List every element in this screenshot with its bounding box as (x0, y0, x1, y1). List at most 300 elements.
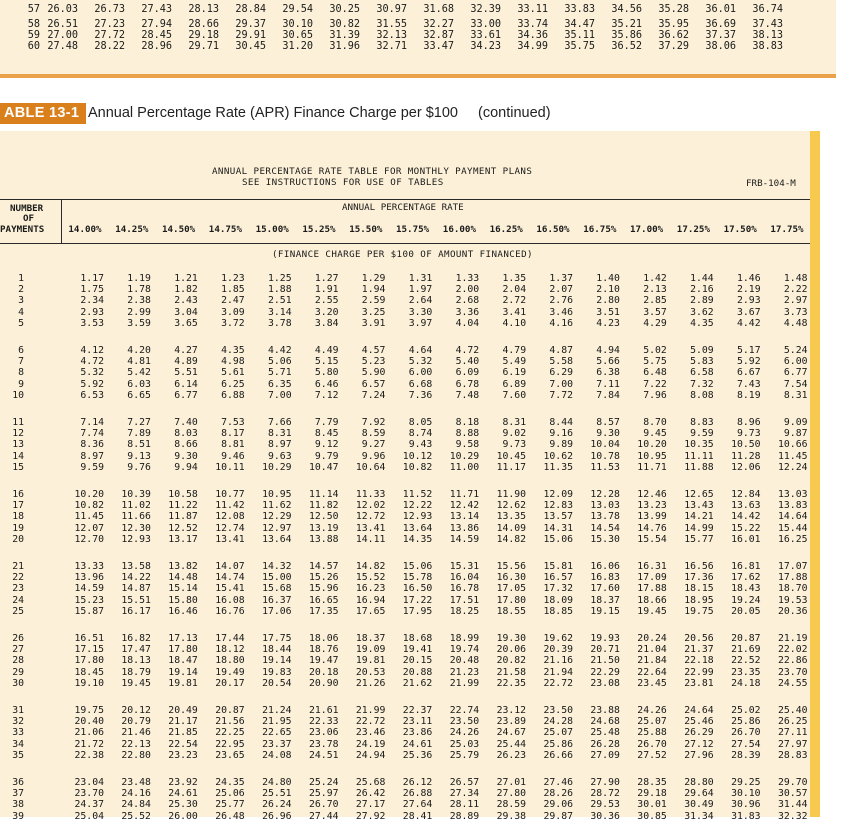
finance-charge-cell: 22.65 (262, 727, 292, 739)
finance-charge-cell: 11.45 (778, 450, 808, 462)
finance-charge-cell: 9.30 (174, 450, 198, 462)
previous-finance-charge-cell: 32.39 (470, 4, 501, 15)
finance-charge-cell: 20.90 (309, 677, 339, 689)
finance-charge-cell: 13.63 (731, 500, 761, 512)
rate-header: 14.75% (208, 224, 242, 235)
payment-number: 25 (12, 605, 24, 617)
finance-charge-cell: 20.71 (590, 644, 620, 656)
finance-charge-cell: 1.82 (174, 284, 198, 296)
previous-finance-charge-cell: 29.18 (188, 30, 219, 41)
of-header: OF (23, 213, 35, 224)
previous-finance-charge-cell: 29.37 (235, 19, 266, 30)
finance-charge-cell: 14.32 (262, 561, 292, 572)
finance-charge-cell: 9.27 (361, 439, 386, 451)
finance-charge-cell: 23.12 (496, 705, 527, 716)
finance-charge-cell: 12.42 (449, 500, 480, 512)
finance-charge-cell: 23.50 (449, 716, 480, 728)
finance-charge-cell: 17.51 (449, 594, 480, 606)
previous-finance-charge-cell: 27.23 (94, 19, 125, 30)
finance-charge-cell: 6.00 (783, 356, 808, 368)
previous-finance-charge-cell: 33.74 (517, 19, 548, 30)
form-code: FRB-104-M (746, 178, 796, 189)
finance-charge-cell: 26.70 (309, 799, 339, 811)
finance-charge-cell: 13.43 (684, 500, 714, 512)
finance-charge-cell: 3.20 (314, 306, 339, 318)
table-row (0, 417, 810, 428)
finance-charge-cell: 3.04 (174, 306, 198, 318)
finance-charge-cell: 7.14 (80, 417, 104, 428)
finance-charge-cell: 7.40 (174, 417, 198, 428)
finance-charge-cell: 4.16 (549, 317, 573, 329)
finance-charge-cell: 28.59 (496, 799, 527, 811)
finance-charge-cell: 16.04 (449, 572, 480, 584)
finance-charge-cell: 9.59 (80, 461, 104, 473)
finance-charge-cell: 15.14 (168, 583, 198, 595)
finance-charge-cell: 27.90 (590, 777, 620, 788)
previous-finance-charge-cell: 29.91 (235, 30, 266, 41)
finance-charge-cell: 22.18 (684, 655, 714, 667)
finance-charge-cell: 11.90 (496, 489, 527, 500)
finance-charge-cell: 24.51 (309, 749, 339, 761)
finance-charge-cell: 3.57 (643, 306, 667, 318)
finance-charge-cell: 13.86 (449, 522, 480, 534)
table-row (0, 799, 810, 810)
finance-charge-cell: 7.24 (361, 389, 386, 401)
finance-charge-cell: 23.70 (778, 666, 808, 678)
payment-number: 31 (12, 705, 24, 716)
finance-charge-cell: 2.80 (596, 295, 620, 307)
finance-charge-cell: 18.66 (637, 594, 667, 606)
previous-finance-charge-cell: 34.99 (517, 41, 548, 52)
finance-charge-cell: 20.12 (121, 705, 151, 716)
finance-charge-cell: 27.44 (309, 810, 339, 822)
payment-number: 37 (12, 788, 24, 800)
rate-header: 14.50% (161, 224, 196, 235)
finance-charge-cell: 15.52 (355, 572, 386, 584)
finance-charge-cell: 8.70 (643, 417, 667, 428)
finance-charge-cell: 3.25 (361, 306, 386, 318)
finance-charge-cell: 21.69 (731, 644, 761, 656)
finance-charge-cell: 23.70 (74, 788, 104, 800)
previous-finance-charge-cell: 31.68 (423, 4, 454, 15)
finance-charge-cell: 5.23 (361, 356, 386, 368)
finance-charge-cell: 6.48 (643, 367, 667, 379)
finance-charge-cell: 8.66 (174, 439, 198, 451)
finance-charge-cell: 20.36 (778, 605, 808, 617)
finance-charge-cell: 24.61 (402, 738, 433, 750)
finance-charge-cell: 2.68 (455, 295, 480, 307)
finance-charge-cell: 13.19 (309, 522, 339, 534)
finance-charge-cell: 14.82 (496, 533, 527, 545)
table-caption-continued: (continued) (477, 105, 551, 121)
previous-finance-charge-cell: 34.36 (517, 30, 548, 41)
finance-charge-cell: 21.04 (637, 644, 667, 656)
finance-charge-cell: 26.70 (731, 727, 761, 739)
finance-charge-cell: 24.37 (74, 799, 104, 811)
finance-charge-cell: 1.88 (268, 284, 292, 296)
finance-charge-cell: 26.00 (168, 810, 198, 822)
finance-charge-cell: 25.52 (121, 810, 151, 822)
table-subtitle: SEE INSTRUCTIONS FOR USE OF TABLES (242, 177, 444, 188)
finance-charge-cell: 10.35 (684, 439, 714, 451)
finance-charge-cell: 2.55 (314, 295, 339, 307)
finance-charge-cell: 17.22 (402, 594, 433, 606)
previous-finance-charge-cell: 26.51 (47, 19, 78, 30)
previous-finance-charge-cell: 31.20 (282, 41, 313, 52)
finance-charge-cell: 18.37 (355, 633, 386, 644)
finance-charge-cell: 4.42 (268, 345, 292, 356)
previous-finance-charge-cell: 32.87 (423, 30, 454, 41)
finance-charge-cell: 27.64 (402, 799, 433, 811)
finance-charge-cell: 18.12 (215, 644, 245, 656)
finance-charge-cell: 2.89 (690, 295, 714, 307)
finance-charge-cell: 9.30 (596, 428, 620, 440)
finance-charge-cell: 20.40 (74, 716, 104, 728)
payment-number: 1 (18, 273, 24, 284)
finance-charge-cell: 27.11 (778, 727, 808, 739)
finance-charge-cell: 5.61 (221, 367, 245, 379)
finance-charge-cell: 22.25 (215, 727, 245, 739)
table-row (0, 523, 810, 534)
finance-charge-cell: 17.75 (262, 633, 292, 644)
finance-charge-cell: 10.95 (262, 489, 292, 500)
finance-charge-cell: 11.52 (402, 489, 433, 500)
finance-charge-cell: 7.79 (314, 417, 339, 428)
finance-charge-cell: 17.09 (637, 572, 667, 584)
table-caption-title: Annual Percentage Rate (APR) Finance Charge per $100 (88, 105, 458, 121)
previous-finance-charge-cell: 35.95 (658, 19, 689, 30)
table-row (0, 644, 810, 655)
previous-finance-charge-cell: 28.84 (235, 4, 266, 15)
finance-charge-cell: 1.48 (783, 273, 808, 284)
finance-charge-cell: 22.99 (684, 666, 714, 678)
finance-charge-cell: 11.87 (168, 511, 198, 523)
finance-charge-cell: 3.73 (783, 306, 808, 318)
finance-charge-cell: 16.78 (449, 583, 480, 595)
finance-charge-cell: 24.64 (684, 705, 714, 716)
finance-charge-cell: 12.50 (309, 511, 339, 523)
finance-charge-cell: 23.11 (402, 716, 433, 728)
finance-charge-cell: 24.16 (121, 788, 151, 800)
finance-charge-cell: 25.46 (684, 716, 714, 728)
finance-charge-cell: 13.83 (778, 500, 808, 512)
finance-charge-cell: 27.09 (590, 749, 620, 761)
finance-charge-cell: 3.41 (502, 306, 527, 318)
finance-charge-cell: 11.88 (684, 461, 714, 473)
finance-charge-cell: 7.89 (127, 428, 151, 440)
finance-charge-cell: 12.65 (684, 489, 714, 500)
finance-charge-cell: 29.64 (684, 788, 714, 800)
finance-charge-cell: 30.01 (637, 799, 667, 811)
finance-charge-cell: 19.53 (778, 594, 808, 606)
finance-charge-cell: 2.34 (80, 295, 104, 307)
finance-charge-cell: 20.87 (215, 705, 245, 716)
finance-charge-cell: 24.18 (731, 677, 761, 689)
finance-charge-cell: 8.59 (361, 428, 386, 440)
finance-charge-cell: 4.72 (80, 356, 104, 368)
previous-finance-charge-cell: 37.43 (752, 19, 783, 30)
finance-charge-cell: 4.72 (455, 345, 480, 356)
finance-charge-cell: 23.92 (168, 777, 198, 788)
finance-charge-cell: 27.52 (637, 749, 667, 761)
finance-charge-cell: 28.35 (637, 777, 667, 788)
finance-charge-cell: 16.65 (309, 594, 339, 606)
finance-charge-cell: 6.68 (408, 378, 433, 390)
payment-number: 33 (12, 727, 24, 739)
payment-number: 38 (12, 799, 24, 811)
table-row (0, 572, 810, 583)
finance-charge-cell: 26.29 (684, 727, 714, 739)
rate-header: 14.25% (115, 224, 149, 235)
finance-charge-cell: 15.54 (637, 533, 667, 545)
finance-charge-cell: 17.07 (778, 561, 808, 572)
finance-charge-cell: 11.82 (309, 500, 339, 512)
finance-charge-cell: 21.84 (637, 655, 667, 667)
finance-charge-cell: 3.53 (80, 317, 104, 329)
finance-charge-cell: 18.99 (449, 633, 480, 644)
payment-number: 6 (18, 345, 24, 356)
finance-charge-cell: 14.64 (778, 511, 808, 523)
table-row (0, 788, 810, 799)
rate-header: 15.00% (255, 224, 289, 235)
payment-number: 26 (12, 633, 24, 644)
finance-charge-cell: 26.66 (543, 749, 573, 761)
payment-number: 18 (12, 511, 24, 523)
table-row (0, 705, 810, 716)
finance-charge-cell: 2.13 (643, 284, 667, 296)
finance-charge-cell: 9.12 (314, 439, 339, 451)
finance-charge-cell: 9.43 (408, 439, 433, 451)
finance-charge-cell: 4.27 (174, 345, 198, 356)
finance-charge-cell: 6.67 (737, 367, 761, 379)
finance-charge-cell: 28.41 (402, 810, 433, 822)
finance-charge-cell: 6.14 (174, 378, 198, 390)
finance-charge-cell: 15.68 (262, 583, 292, 595)
finance-charge-cell: 19.10 (74, 677, 104, 689)
finance-charge-cell: 21.50 (590, 655, 620, 667)
finance-charge-cell: 4.10 (502, 317, 527, 329)
previous-payment-number: 59 (27, 30, 40, 41)
finance-charge-cell: 11.00 (449, 461, 480, 473)
finance-charge-cell: 5.02 (643, 345, 667, 356)
finance-charge-cell: 11.14 (309, 489, 339, 500)
previous-finance-charge-cell: 31.96 (329, 41, 360, 52)
finance-charge-cell: 5.92 (80, 378, 104, 390)
finance-charge-cell: 1.94 (361, 284, 386, 296)
table-row (0, 500, 810, 511)
finance-charge-cell: 26.28 (590, 738, 620, 750)
finance-charge-cell: 10.47 (309, 461, 339, 473)
finance-charge-cell: 14.22 (121, 572, 151, 584)
finance-charge-cell: 4.81 (127, 356, 151, 368)
finance-charge-cell: 20.82 (496, 655, 527, 667)
finance-charge-cell: 19.45 (121, 677, 151, 689)
finance-charge-cell: 30.85 (637, 810, 667, 822)
previous-finance-charge-cell: 26.73 (94, 4, 125, 15)
finance-charge-cell: 23.08 (590, 677, 620, 689)
finance-charge-cell: 12.08 (215, 511, 245, 523)
finance-charge-cell: 4.29 (643, 317, 667, 329)
finance-charge-cell: 17.60 (590, 583, 620, 595)
table-row (0, 273, 810, 284)
previous-finance-charge-cell: 27.48 (47, 41, 78, 52)
finance-charge-cell: 21.46 (121, 727, 151, 739)
finance-charge-cell: 7.84 (596, 389, 620, 401)
previous-finance-charge-cell: 27.00 (47, 30, 78, 41)
finance-charge-cell: 2.04 (502, 284, 527, 296)
finance-charge-cell: 2.93 (737, 295, 761, 307)
finance-charge-cell: 24.28 (543, 716, 573, 728)
finance-charge-cell: 31.34 (684, 810, 714, 822)
finance-charge-cell: 12.72 (355, 511, 386, 523)
finance-charge-cell: 21.72 (74, 738, 104, 750)
finance-charge-cell: 12.24 (778, 461, 808, 473)
finance-charge-cell: 15.77 (684, 533, 714, 545)
finance-charge-cell: 25.88 (637, 727, 667, 739)
finance-charge-cell: 7.11 (596, 378, 620, 390)
finance-charge-cell: 9.87 (783, 428, 808, 440)
finance-charge-cell: 18.15 (684, 583, 714, 595)
finance-charge-cell: 21.37 (684, 644, 714, 656)
previous-finance-charge-cell: 38.13 (752, 30, 783, 41)
finance-charge-cell: 2.97 (783, 295, 808, 307)
finance-charge-cell: 23.06 (309, 727, 339, 739)
payment-number: 30 (12, 677, 24, 689)
previous-table-bottom-rule (0, 74, 836, 78)
payment-number: 39 (12, 810, 24, 822)
finance-charge-cell: 28.11 (449, 799, 480, 811)
finance-charge-cell: 10.78 (590, 450, 620, 462)
table-row (0, 667, 810, 678)
table-row (0, 379, 810, 390)
previous-finance-charge-cell: 30.45 (235, 41, 266, 52)
finance-charge-cell: 17.88 (637, 583, 667, 595)
finance-charge-cell: 11.66 (121, 511, 151, 523)
finance-charge-cell: 6.53 (80, 389, 104, 401)
finance-charge-cell: 9.94 (174, 461, 198, 473)
finance-charge-cell: 25.04 (74, 810, 104, 822)
finance-charge-cell: 21.99 (449, 677, 480, 689)
finance-charge-cell: 21.56 (215, 716, 245, 728)
table-title: ANNUAL PERCENTAGE RATE TABLE FOR MONTHLY PAYMENT PLANS (212, 166, 533, 177)
finance-charge-cell: 16.25 (778, 533, 808, 545)
table-row (0, 739, 810, 750)
finance-charge-cell: 20.56 (684, 633, 714, 644)
finance-charge-cell: 6.57 (361, 378, 386, 390)
table-number-label: ABLE 13-1 (0, 103, 86, 124)
finance-charge-cell: 5.92 (737, 356, 761, 368)
previous-finance-charge-cell: 28.66 (188, 19, 219, 30)
finance-charge-cell: 6.35 (268, 378, 292, 390)
finance-charge-cell: 20.05 (731, 605, 761, 617)
finance-charge-cell: 10.58 (168, 489, 198, 500)
payment-number: 9 (18, 378, 24, 390)
previous-finance-charge-cell: 30.10 (282, 19, 313, 30)
finance-charge-cell: 8.96 (737, 417, 761, 428)
finance-charge-cell: 28.72 (590, 788, 620, 800)
payment-number: 14 (12, 450, 24, 462)
finance-charge-cell: 23.37 (262, 738, 292, 750)
previous-finance-charge-cell: 31.39 (329, 30, 360, 41)
finance-charge-cell: 19.81 (355, 655, 386, 667)
table-row (0, 583, 810, 594)
finance-charge-cell: 14.21 (684, 511, 714, 523)
finance-charge-cell: 15.87 (74, 605, 104, 617)
finance-charge-cell: 26.12 (402, 777, 433, 788)
finance-charge-cell: 29.06 (543, 799, 573, 811)
table-row (0, 534, 810, 545)
finance-charge-cell: 23.35 (731, 666, 761, 678)
previous-finance-charge-cell: 36.62 (658, 30, 689, 41)
table-row (0, 295, 810, 306)
finance-charge-cell: 16.23 (355, 583, 386, 595)
finance-charge-cell: 7.12 (314, 389, 339, 401)
finance-charge-cell: 21.94 (543, 666, 573, 678)
finance-charge-cell: 23.78 (309, 738, 339, 750)
finance-charge-cell: 8.31 (783, 389, 808, 401)
finance-charge-cell: 5.17 (737, 345, 761, 356)
finance-charge-cell: 9.73 (502, 439, 527, 451)
header-rule-bottom (0, 243, 810, 244)
finance-charge-cell: 26.23 (496, 749, 527, 761)
finance-charge-cell: 9.89 (549, 439, 573, 451)
payment-number: 20 (12, 533, 24, 545)
finance-charge-cell: 4.94 (596, 345, 620, 356)
table-row (0, 811, 810, 822)
finance-charge-cell: 23.65 (215, 749, 245, 761)
finance-charge-cell: 12.06 (731, 461, 761, 473)
finance-charge-cell: 14.74 (215, 572, 245, 584)
finance-charge-cell: 2.51 (268, 295, 292, 307)
previous-finance-charge-cell: 36.74 (752, 4, 783, 15)
finance-charge-cell: 13.64 (402, 522, 433, 534)
finance-charge-cell: 1.44 (690, 273, 714, 284)
finance-charge-cell: 18.43 (731, 583, 761, 595)
finance-charge-cell: 2.43 (174, 295, 198, 307)
finance-charge-cell: 1.19 (127, 273, 151, 284)
finance-charge-cell: 10.11 (215, 461, 245, 473)
finance-charge-cell: 8.05 (408, 417, 433, 428)
table-row (0, 678, 810, 689)
finance-charge-cell: 24.80 (262, 777, 292, 788)
finance-charge-cell: 25.79 (449, 749, 480, 761)
finance-charge-cell: 29.53 (590, 799, 620, 811)
finance-charge-cell: 14.76 (637, 522, 667, 534)
previous-finance-charge-cell: 28.13 (188, 4, 219, 15)
finance-charge-cell: 5.49 (502, 356, 527, 368)
finance-charge-cell: 4.57 (361, 345, 386, 356)
finance-charge-cell: 14.31 (543, 522, 573, 534)
finance-charge-cell: 9.46 (221, 450, 245, 462)
finance-charge-cell: 5.32 (80, 367, 104, 379)
previous-finance-charge-cell: 29.54 (282, 4, 313, 15)
finance-charge-cell: 10.95 (637, 450, 667, 462)
finance-charge-cell: 11.33 (355, 489, 386, 500)
previous-table-row (0, 40, 836, 54)
finance-charge-cell: 16.08 (215, 594, 245, 606)
finance-charge-cell: 14.09 (496, 522, 527, 534)
finance-charge-cell: 15.31 (449, 561, 480, 572)
rate-header: 15.75% (395, 224, 430, 235)
finance-charge-cell: 26.96 (262, 810, 292, 822)
finance-charge-cell: 5.51 (174, 367, 198, 379)
finance-charge-cell: 13.82 (168, 561, 198, 572)
finance-charge-cell: 23.81 (684, 677, 714, 689)
finance-charge-cell: 14.57 (309, 561, 339, 572)
finance-charge-cell: 7.66 (268, 417, 292, 428)
finance-charge-cell: 5.90 (361, 367, 386, 379)
finance-charge-cell: 7.74 (80, 428, 104, 440)
